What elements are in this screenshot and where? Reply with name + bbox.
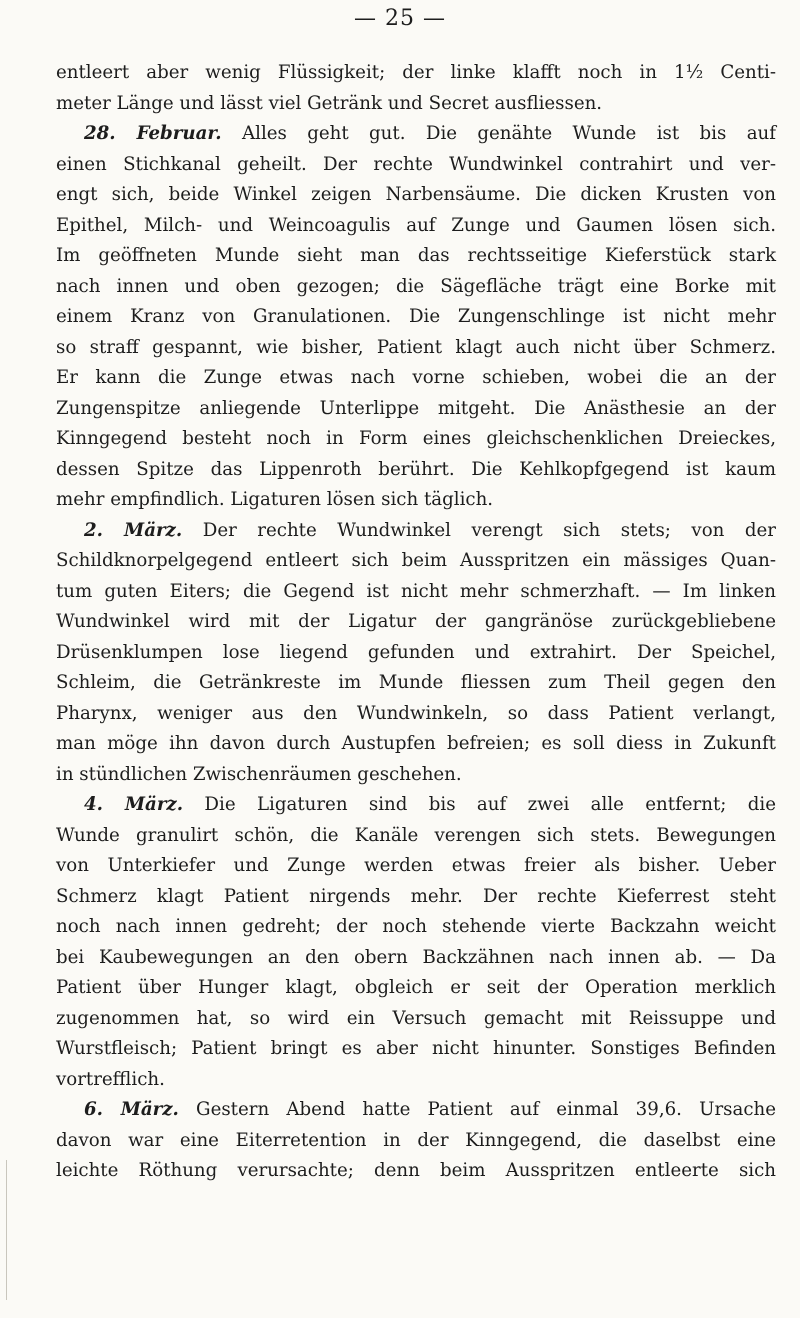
text-line <box>56 455 776 486</box>
text-line <box>56 1126 776 1157</box>
text-line <box>56 973 776 1004</box>
line-text: Gestern Abend hatte Patient auf einmal 39,6. Ursache <box>178 1099 776 1120</box>
line-text: entleert aber wenig Flüssigkeit; der linke klafft noch in 1½ Centi- <box>56 62 776 83</box>
line-text: Wurstfleisch; Patient bringt es aber nicht hinunter. Sonstiges Befinden <box>56 1038 776 1059</box>
line-text: noch nach innen gedreht; der noch stehende vierte Backzahn weicht <box>56 916 776 937</box>
text-line <box>56 821 776 852</box>
line-text: Schmerz klagt Patient nirgends mehr. Der rechte Kieferrest steht <box>56 885 776 907</box>
text-line <box>56 638 776 669</box>
text-line <box>56 1095 776 1126</box>
line-text: tum guten Eiters; die Gegend ist nicht mehr schmerzhaft. — Im linken <box>56 580 776 602</box>
line-text: dessen Spitze das Lippenroth berührt. Die Kehlkopfgegend ist kaum <box>56 458 776 480</box>
text-line <box>56 180 776 211</box>
text-line <box>56 424 776 455</box>
text-line <box>56 58 776 89</box>
line-text: Drüsenklumpen lose liegend gefunden und extrahirt. Der Speichel, <box>56 641 776 663</box>
line-text: davon war eine Eiterretention in der Kinngegend, die daselbst eine <box>56 1129 776 1151</box>
text-line <box>56 119 776 150</box>
line-text: Epithel, Milch- und Weincoagulis auf Zunge und Gaumen lösen sich. <box>56 214 776 236</box>
text-line <box>56 333 776 364</box>
line-text: Schildknorpelgegend entleert sich beim Ausspritzen ein mässiges Quan- <box>56 550 776 571</box>
line-text: Patient über Hunger klagt, obgleich er seit der Operation merklich <box>56 977 776 998</box>
line-text: so straff gespannt, wie bisher, Patient klagt auch nicht über Schmerz. <box>56 336 776 358</box>
text-line <box>56 89 776 120</box>
text-line <box>56 668 776 699</box>
page-number: — 25 — <box>354 6 446 31</box>
line-text: meter Länge und lässt viel Getränk und Secret ausfliessen. <box>56 92 603 114</box>
text-line <box>56 577 776 608</box>
text-line <box>56 790 776 821</box>
entry-date: 28. Februar. <box>84 123 222 144</box>
text-line <box>56 699 776 730</box>
binding-edge <box>6 1160 7 1300</box>
line-text: in stündlichen Zwischenräumen geschehen. <box>56 763 462 785</box>
body-text <box>56 58 776 1187</box>
text-line <box>56 241 776 272</box>
line-text: engt sich, beide Winkel zeigen Narbensäume. Die dicken Krusten von <box>56 184 776 205</box>
line-text: Er kann die Zunge etwas nach vorne schieben, wobei die an der <box>56 367 776 388</box>
text-line <box>56 1065 776 1096</box>
line-text: Pharynx, weniger aus den Wundwinkeln, so dass Patient verlangt, <box>56 702 776 724</box>
line-text: Alles geht gut. Die genähte Wunde ist bis auf <box>221 123 776 144</box>
line-text: von Unterkiefer und Zunge werden etwas freier als bisher. Ueber <box>56 855 776 876</box>
text-line <box>56 363 776 394</box>
entry-date: 4. März. <box>84 794 184 815</box>
line-text: leichte Röthung verursachte; denn beim Ausspritzen entleerte sich <box>56 1160 776 1181</box>
line-text: einen Stichkanal geheilt. Der rechte Wundwinkel contrahirt und ver- <box>56 153 776 175</box>
text-line <box>56 485 776 516</box>
line-text: Zungenspitze anliegende Unterlippe mitgeht. Die Anästhesie an der <box>56 397 776 419</box>
line-text: vortrefflich. <box>56 1068 165 1090</box>
line-text: zugenommen hat, so wird ein Versuch gemacht mit Reissuppe und <box>56 1007 776 1029</box>
text-line <box>56 943 776 974</box>
line-text: Der rechte Wundwinkel verengt sich stets; von der <box>182 519 776 541</box>
text-line <box>56 882 776 913</box>
line-text: einem Kranz von Granulationen. Die Zungenschlinge ist nicht mehr <box>56 306 776 327</box>
text-line <box>56 760 776 791</box>
text-line <box>56 394 776 425</box>
text-line <box>56 607 776 638</box>
line-text: Im geöffneten Munde sieht man das rechtsseitige Kieferstück stark <box>56 245 776 266</box>
text-line <box>56 912 776 943</box>
entry-date: 2. März. <box>84 519 183 541</box>
line-text: Wundwinkel wird mit der Ligatur der gangränöse zurückgebliebene <box>56 611 776 632</box>
text-line <box>56 1004 776 1035</box>
text-line <box>56 546 776 577</box>
text-line <box>56 211 776 242</box>
line-text: Wunde granulirt schön, die Kanäle verengen sich stets. Bewegungen <box>56 824 776 846</box>
entry-date: 6. März. <box>84 1099 179 1120</box>
line-text: bei Kaubewegungen an den obern Backzähnen nach innen ab. — Da <box>56 946 776 968</box>
text-line <box>56 851 776 882</box>
text-line <box>56 272 776 303</box>
text-line <box>56 302 776 333</box>
line-text: Kinngegend besteht noch in Form eines gleichschenklichen Dreieckes, <box>56 428 776 449</box>
text-line <box>56 729 776 760</box>
text-line <box>56 1156 776 1187</box>
text-line <box>56 150 776 181</box>
line-text: mehr empfindlich. Ligaturen lösen sich täglich. <box>56 489 494 510</box>
line-text: Schleim, die Getränkreste im Munde fliessen zum Theil gegen den <box>56 672 776 693</box>
text-line <box>56 516 776 547</box>
line-text: nach innen und oben gezogen; die Sägefläche trägt eine Borke mit <box>56 275 776 297</box>
line-text: man möge ihn davon durch Austupfen befreien; es soll diess in Zukunft <box>56 733 776 754</box>
text-line <box>56 1034 776 1065</box>
line-text: Die Ligaturen sind bis auf zwei alle entfernt; die <box>183 794 776 815</box>
